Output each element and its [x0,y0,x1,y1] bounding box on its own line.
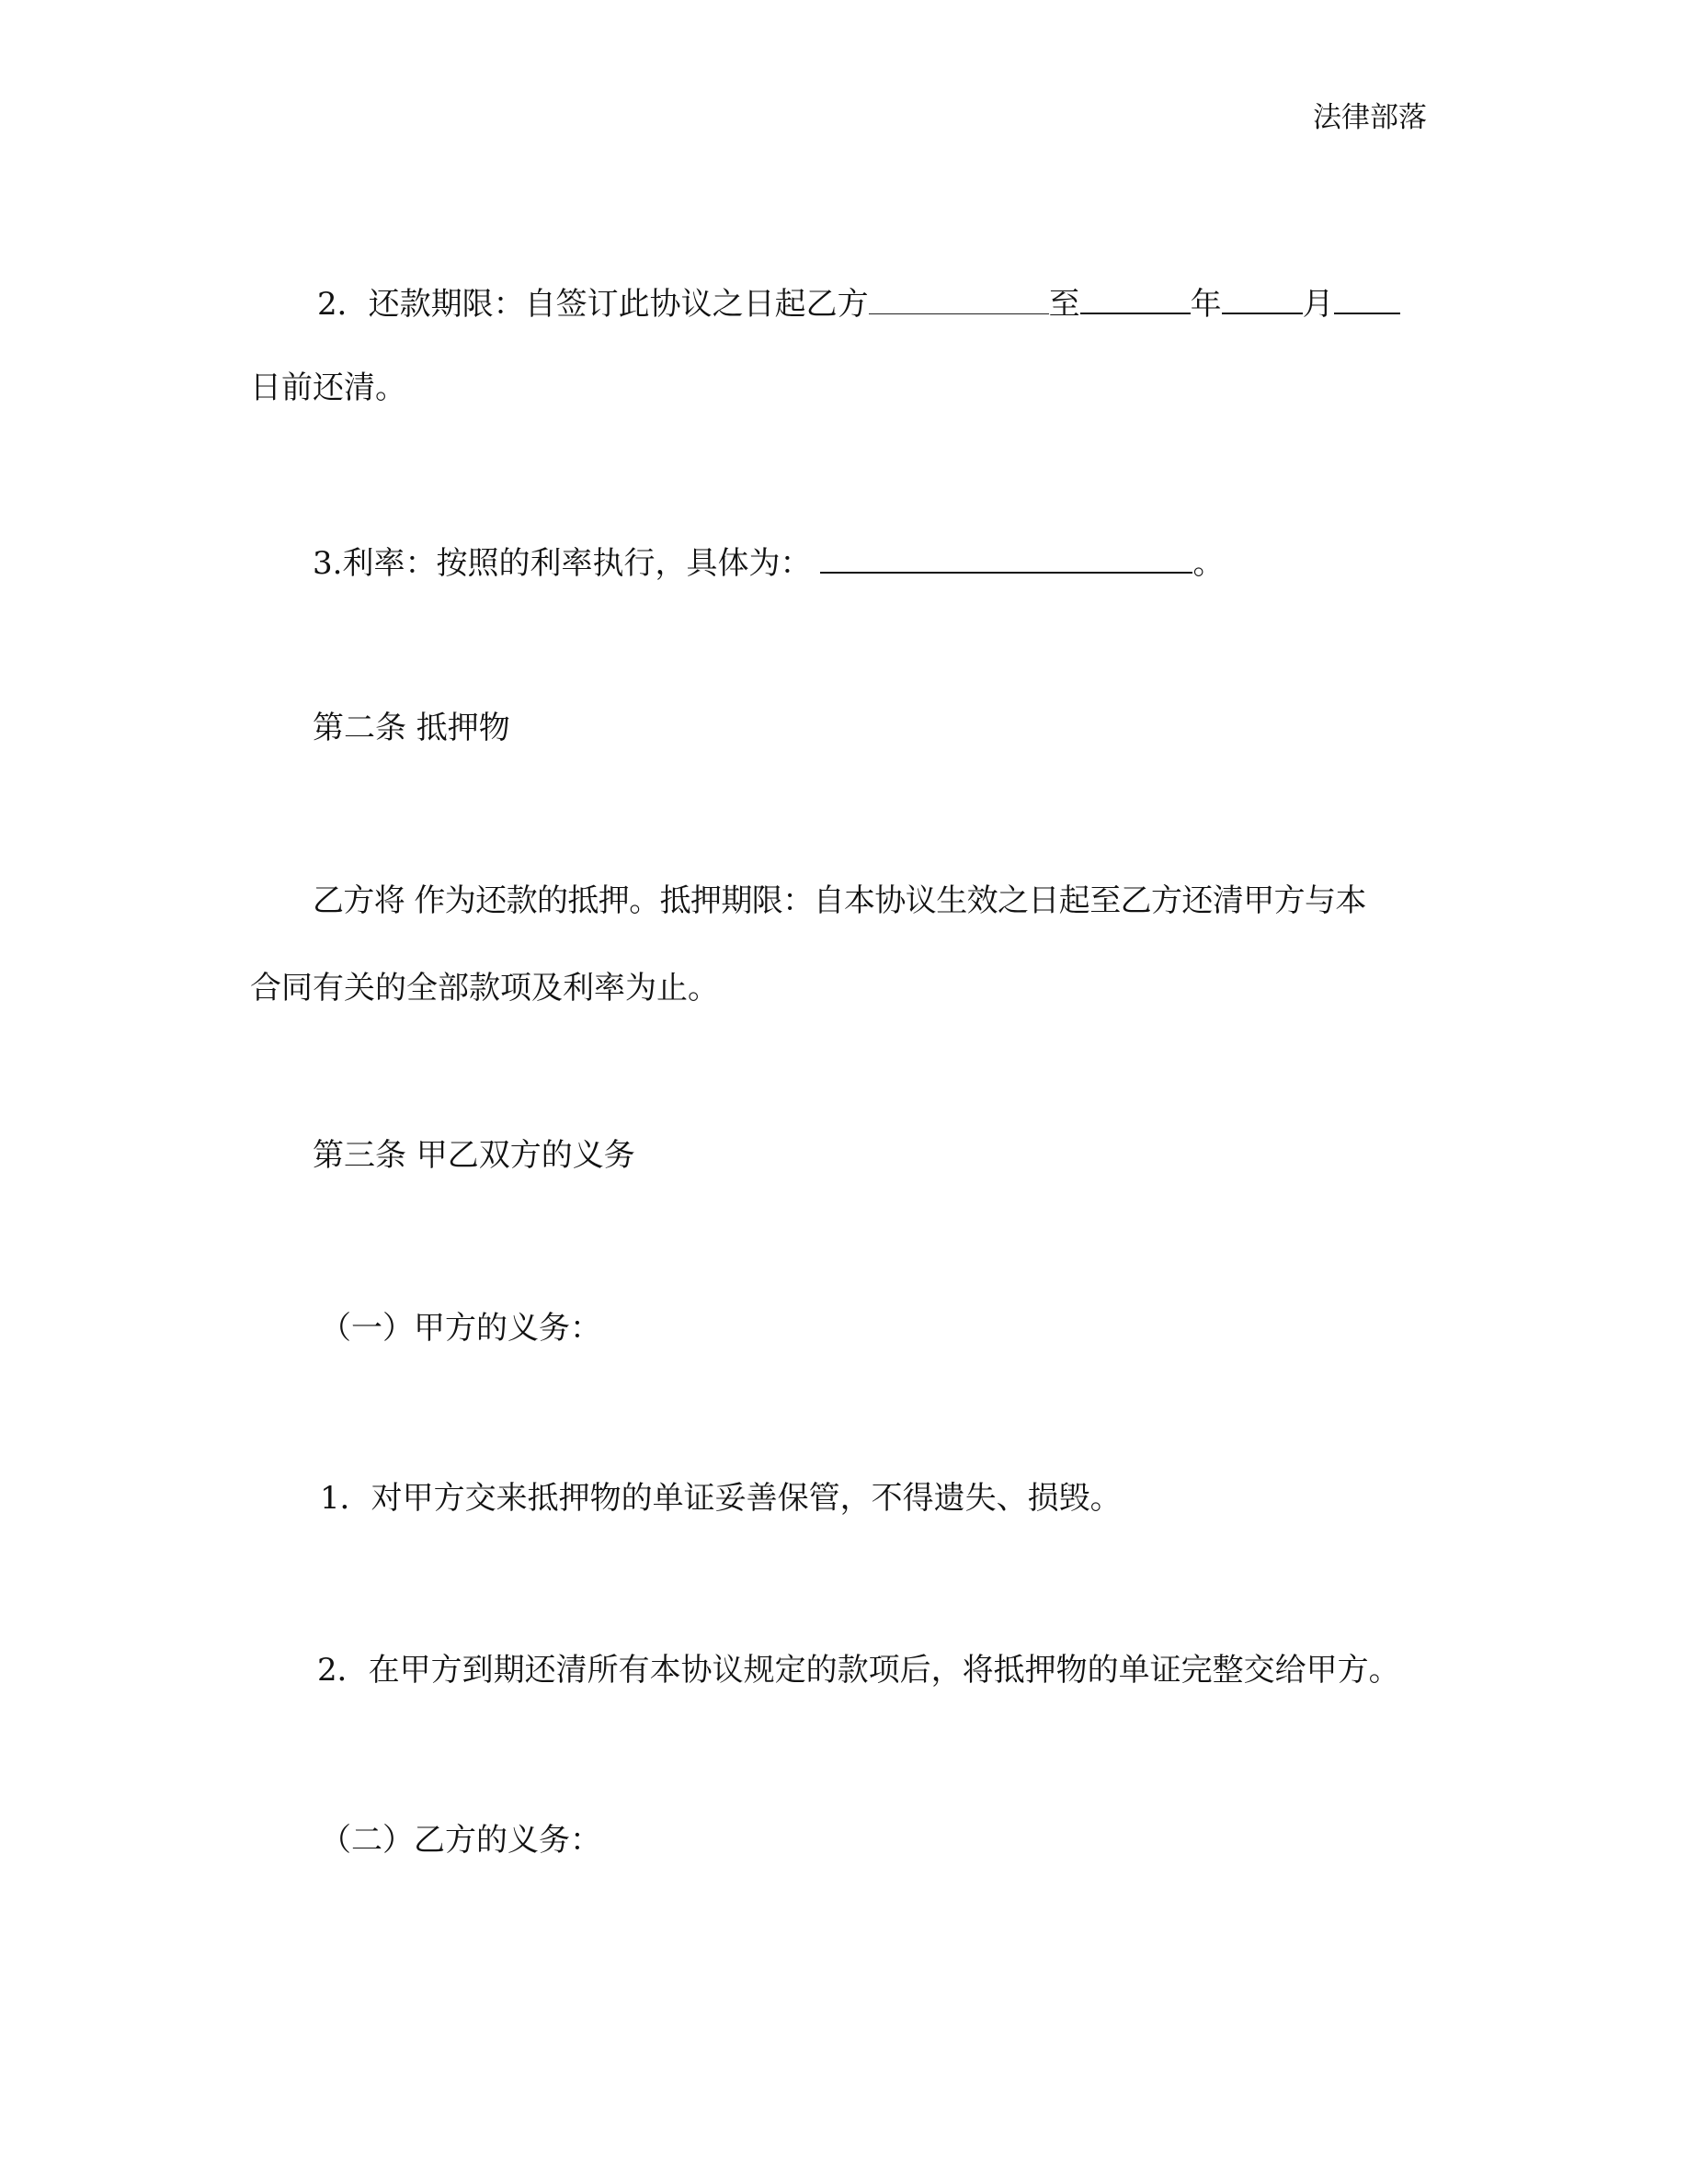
interest-rate-line [313,544,1224,582]
interest-rate-blank[interactable] [820,544,1192,574]
repayment-term-line [317,285,1400,323]
day-blank[interactable] [1334,285,1400,314]
year-text: 年 [1190,286,1222,323]
repayment-term-continuation: 日前还清。 [250,370,406,406]
header-brand: 法律部落 [1313,101,1427,134]
article-2-line-2: 合同有关的全部款项及利率为止。 [250,970,719,1007]
interest-rate-text: 3.利率：按照的利率执行，具体为： [313,545,812,582]
repayment-term-text: 2．还款期限：自签订此协议之日起乙方 [317,286,869,323]
article-2-heading: 第二条 抵押物 [313,710,510,746]
interest-rate-end: 。 [1192,545,1225,582]
borrower-blank[interactable] [869,286,1049,314]
year-blank[interactable] [1080,285,1191,314]
article-3-heading: 第三条 甲乙双方的义务 [313,1137,635,1174]
month-blank[interactable] [1222,285,1303,314]
party-a-obligation-1: 1．对甲方交来抵押物的单证妥善保管，不得遗失、损毁。 [320,1480,1122,1517]
party-a-obligation-2: 2．在甲方到期还清所有本协议规定的款项后，将抵押物的单证完整交给甲方。 [317,1652,1400,1689]
month-text: 月 [1302,286,1334,323]
article-2-line-1: 乙方将 作为还款的抵押。抵押期限：自本协议生效之日起至乙方还清甲方与本 [313,882,1366,919]
party-b-obligations-title: （二）乙方的义务： [320,1822,601,1859]
until-text: 至 [1048,286,1080,323]
party-a-obligations-title: （一）甲方的义务： [320,1310,601,1347]
